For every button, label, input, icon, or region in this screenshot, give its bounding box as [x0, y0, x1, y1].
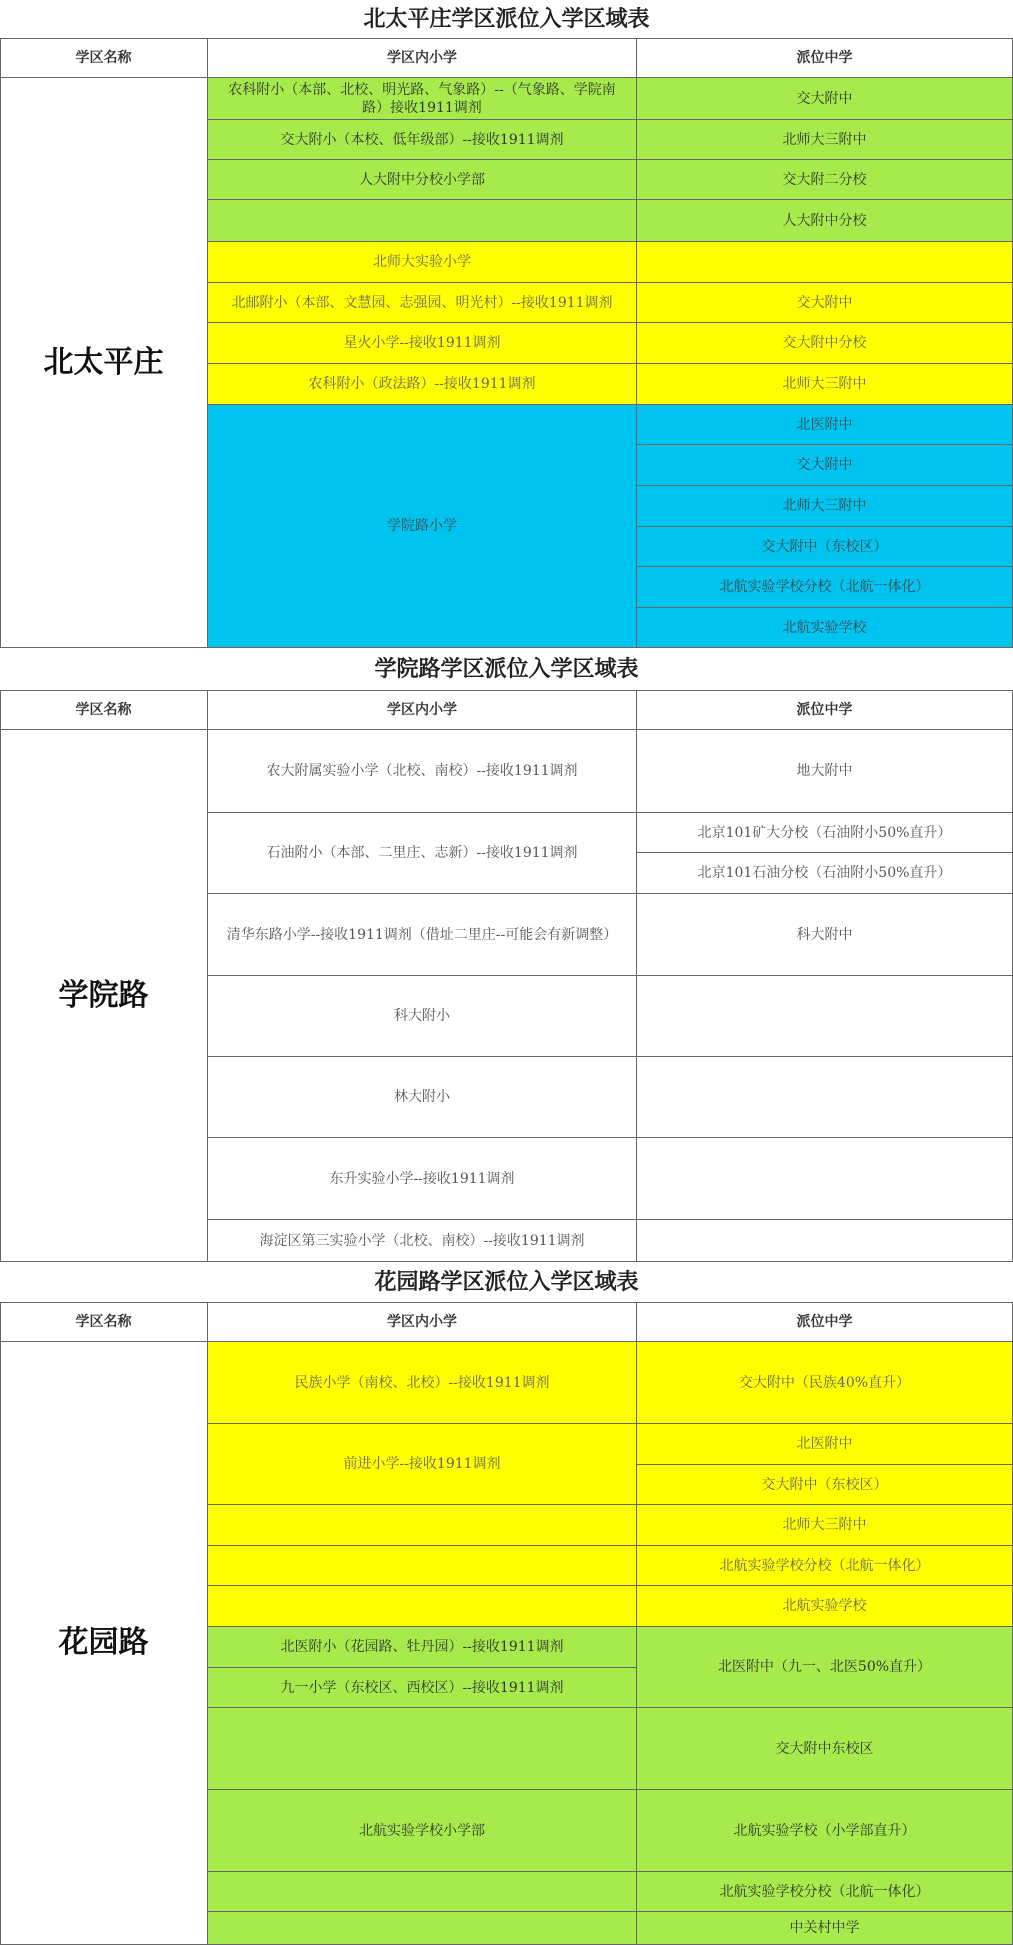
header-district: 学区名称: [0, 1302, 208, 1342]
middle-school-cell: 北师大三附中: [637, 364, 1013, 405]
middle-school-cell: 北航实验学校分校（北航一体化）: [637, 1872, 1013, 1912]
middle-school-cell: 北航实验学校: [637, 608, 1013, 648]
middle-school-cell: [637, 1057, 1013, 1138]
district-name: 学院路: [0, 730, 208, 1262]
header-primary: 学区内小学: [208, 690, 637, 730]
header-middle: 派位中学: [637, 38, 1013, 78]
middle-school-cell: [637, 976, 1013, 1057]
middle-school-cell: 人大附中分校: [637, 200, 1013, 242]
middle-school-cell: 交大附中（东校区）: [637, 1465, 1013, 1505]
primary-school-cell: 石油附小（本部、二里庄、志新）--接收1911调剂: [208, 813, 637, 894]
primary-school-cell: 星火小学--接收1911调剂: [208, 323, 637, 364]
middle-school-cell: [637, 1138, 1013, 1220]
primary-school-cell: [208, 200, 637, 242]
middle-school-cell: 中关村中学: [637, 1912, 1013, 1945]
middle-school-cell: 交大附中: [637, 78, 1013, 120]
middle-school-cell: 北医附中（九一、北医50%直升）: [637, 1627, 1013, 1708]
middle-school-cell: 北医附中: [637, 1424, 1013, 1465]
middle-school-cell: 交大附中（东校区）: [637, 527, 1013, 567]
middle-school-cell: 交大附二分校: [637, 160, 1013, 200]
primary-school-cell: 科大附小: [208, 976, 637, 1057]
district-name: 花园路: [0, 1342, 208, 1945]
middle-school-cell: 北京101矿大分校（石油附小50%直升）: [637, 813, 1013, 853]
middle-school-cell: 北航实验学校分校（北航一体化）: [637, 567, 1013, 608]
header-primary: 学区内小学: [208, 38, 637, 78]
section-title: 学院路学区派位入学区域表: [374, 656, 639, 682]
primary-school-cell: 人大附中分校小学部: [208, 160, 637, 200]
primary-school-cell: 林大附小: [208, 1057, 637, 1138]
primary-school-cell: 交大附小（本校、低年级部）--接收1911调剂: [208, 120, 637, 160]
district-name: 北太平庄: [0, 78, 208, 648]
primary-school-cell: [208, 1872, 637, 1912]
middle-school-cell: 交大附中（民族40%直升）: [637, 1342, 1013, 1424]
header-district: 学区名称: [0, 690, 208, 730]
primary-school-cell: 北航实验学校小学部: [208, 1790, 637, 1872]
middle-school-cell: 交大附中: [637, 283, 1013, 323]
primary-school-cell: [208, 1546, 637, 1586]
middle-school-cell: [637, 1220, 1013, 1262]
primary-school-cell: 农大附属实验小学（北校、南校）--接收1911调剂: [208, 730, 637, 813]
primary-school-cell: [208, 1708, 637, 1790]
middle-school-cell: 北师大三附中: [637, 120, 1013, 160]
middle-school-cell: 北京101石油分校（石油附小50%直升）: [637, 853, 1013, 894]
primary-school-cell: [208, 1912, 637, 1945]
primary-school-cell: 农科附小（本部、北校、明光路、气象路）--（气象路、学院南路）接收1911调剂: [208, 78, 637, 120]
section-title: 北太平庄学区派位入学区域表: [363, 6, 650, 32]
header-middle: 派位中学: [637, 1302, 1013, 1342]
primary-school-cell: [208, 1505, 637, 1546]
middle-school-cell: 北航实验学校（小学部直升）: [637, 1790, 1013, 1872]
header-district: 学区名称: [0, 38, 208, 78]
primary-school-cell: 清华东路小学--接收1911调剂（借址二里庄--可能会有新调整）: [208, 894, 637, 976]
middle-school-cell: 北航实验学校: [637, 1586, 1013, 1627]
primary-school-cell: 东升实验小学--接收1911调剂: [208, 1138, 637, 1220]
primary-school-cell: 北邮附小（本部、文慧园、志强园、明光村）--接收1911调剂: [208, 283, 637, 323]
middle-school-cell: 科大附中: [637, 894, 1013, 976]
primary-school-cell: 民族小学（南校、北校）--接收1911调剂: [208, 1342, 637, 1424]
middle-school-cell: 北航实验学校分校（北航一体化）: [637, 1546, 1013, 1586]
primary-school-cell: 北师大实验小学: [208, 242, 637, 283]
primary-school-cell: 学院路小学: [208, 405, 637, 648]
middle-school-cell: 交大附中: [637, 445, 1013, 486]
header-primary: 学区内小学: [208, 1302, 637, 1342]
middle-school-cell: 北师大三附中: [637, 486, 1013, 527]
middle-school-cell: 北师大三附中: [637, 1505, 1013, 1546]
primary-school-cell: 北医附小（花园路、牡丹园）--接收1911调剂: [208, 1627, 637, 1668]
middle-school-cell: 地大附中: [637, 730, 1013, 813]
middle-school-cell: 北医附中: [637, 405, 1013, 445]
primary-school-cell: 前进小学--接收1911调剂: [208, 1424, 637, 1505]
section-title: 花园路学区派位入学区域表: [374, 1269, 639, 1295]
primary-school-cell: 海淀区第三实验小学（北校、南校）--接收1911调剂: [208, 1220, 637, 1262]
primary-school-cell: 农科附小（政法路）--接收1911调剂: [208, 364, 637, 405]
primary-school-cell: [208, 1586, 637, 1627]
header-middle: 派位中学: [637, 690, 1013, 730]
middle-school-cell: 交大附中东校区: [637, 1708, 1013, 1790]
middle-school-cell: [637, 242, 1013, 283]
middle-school-cell: 交大附中分校: [637, 323, 1013, 364]
primary-school-cell: 九一小学（东校区、西校区）--接收1911调剂: [208, 1668, 637, 1708]
